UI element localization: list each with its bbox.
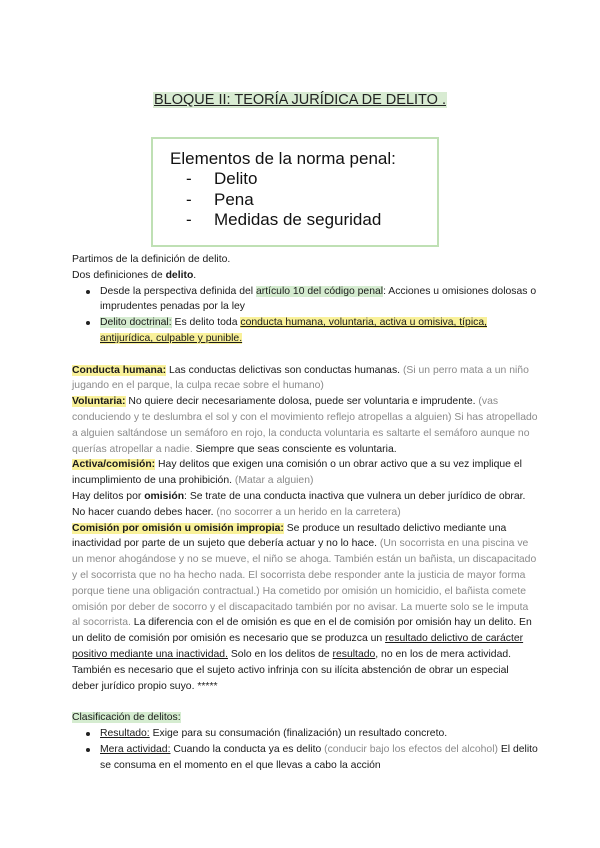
intro-line: Partimos de la definición de delito. [72, 254, 231, 265]
list-item: Delito doctrinal: Es delito toda conducta humana, voluntaria, activa u omisiva, típica, antijurídica, culpable y punible. [100, 315, 538, 347]
list-item: Desde la perspectiva definida del artículo 10 del código penal: Acciones u omisiones dolosas o imprudentes penadas por la ley [100, 284, 538, 316]
section-heading: Clasificación de delitos: [72, 712, 181, 724]
paragraph-voluntaria: Voluntaria: No quiere decir necesariamente dolosa, puede ser voluntaria e imprudente. (vas conduciendo y te deslumbra el sol y con el movimiento reflejo atropellas a alguien) Si has atropellado a alguien saltándose un semáforo en rojo, la conducta voluntaria es saltarte el semáforo aunque no querías atropellar a nadie. Siempre que seas consciente es voluntaria. [72, 396, 538, 455]
paragraph-activa: Activa/comisión: Hay delitos que exigen una comisión o un obrar activo que a su vez implique el incumplimiento de una prohibición. (Matar a alguien) [72, 459, 522, 487]
box-item: - Delito [186, 169, 258, 188]
page-title: BLOQUE II: TEORÍA JURÍDICA DE DELITO . [154, 92, 446, 108]
box-heading: Elementos de la norma penal: [170, 149, 396, 168]
document-body [72, 252, 538, 773]
box-item: - Pena [186, 189, 254, 209]
list-item: Mera actividad: Cuando la conducta ya es delito (conducir bajo los efectos del alcohol) El delito se consuma en el momento en el que llevas a cabo la acción [100, 742, 538, 774]
list-item: Resultado: Exige para su consumación (finalización) un resultado concreto. [100, 726, 538, 742]
box-item: - Medidas de seguridad [186, 210, 382, 229]
elements-box [151, 137, 439, 247]
paragraph-omision: Hay delitos por omisión: Se trate de una conducta inactiva que vulnera un deber jurídico de obrar. No hacer cuando debes hacer. (no socorrer a un herido en la carretera) [72, 490, 526, 518]
definitions-list [72, 284, 538, 347]
intro-line: Dos definiciones de delito. [72, 269, 197, 281]
classification-list [72, 726, 538, 773]
paragraph-impropia: Comisión por omisión u omisión impropia: Se produce un resultado delictivo mediante una inactividad por parte de un sujeto que debería actuar y no lo hace. (Un socorrista en una piscina ve un menor ahogándose y no se mueve, el niño se ahoga. También están un bañista, un discapacitado y el socorrista que no ha hecho nada. El socorrista debe responder ante la justicia de mayor forma porque tiene una obligación contractual.) Ha cometido por omisión un homicidio, el bañista comete omisión por deber de socorro y el discapacitado también por no avisar. La muerte solo se le imputa al socorrista. La diferencia con el de omisión es que en el de comisión por omisión hay un delito. En un delito de comisión por omisión es necesario que se produzca un resultado delictivo de carácter positivo mediante una inactividad. Solo en los delitos de resultado, no en los de mera actividad. También es necesario que el sujeto activo infrinja con su ilícita abstención de obrar un especial deber jurídico propio suyo. ***** [72, 522, 537, 692]
paragraph-conducta: Conducta humana: Las conductas delictivas son conductas humanas. (Si un perro mata a un niño jugando en el parque, la culpa recae sobre el humano) [72, 364, 529, 392]
